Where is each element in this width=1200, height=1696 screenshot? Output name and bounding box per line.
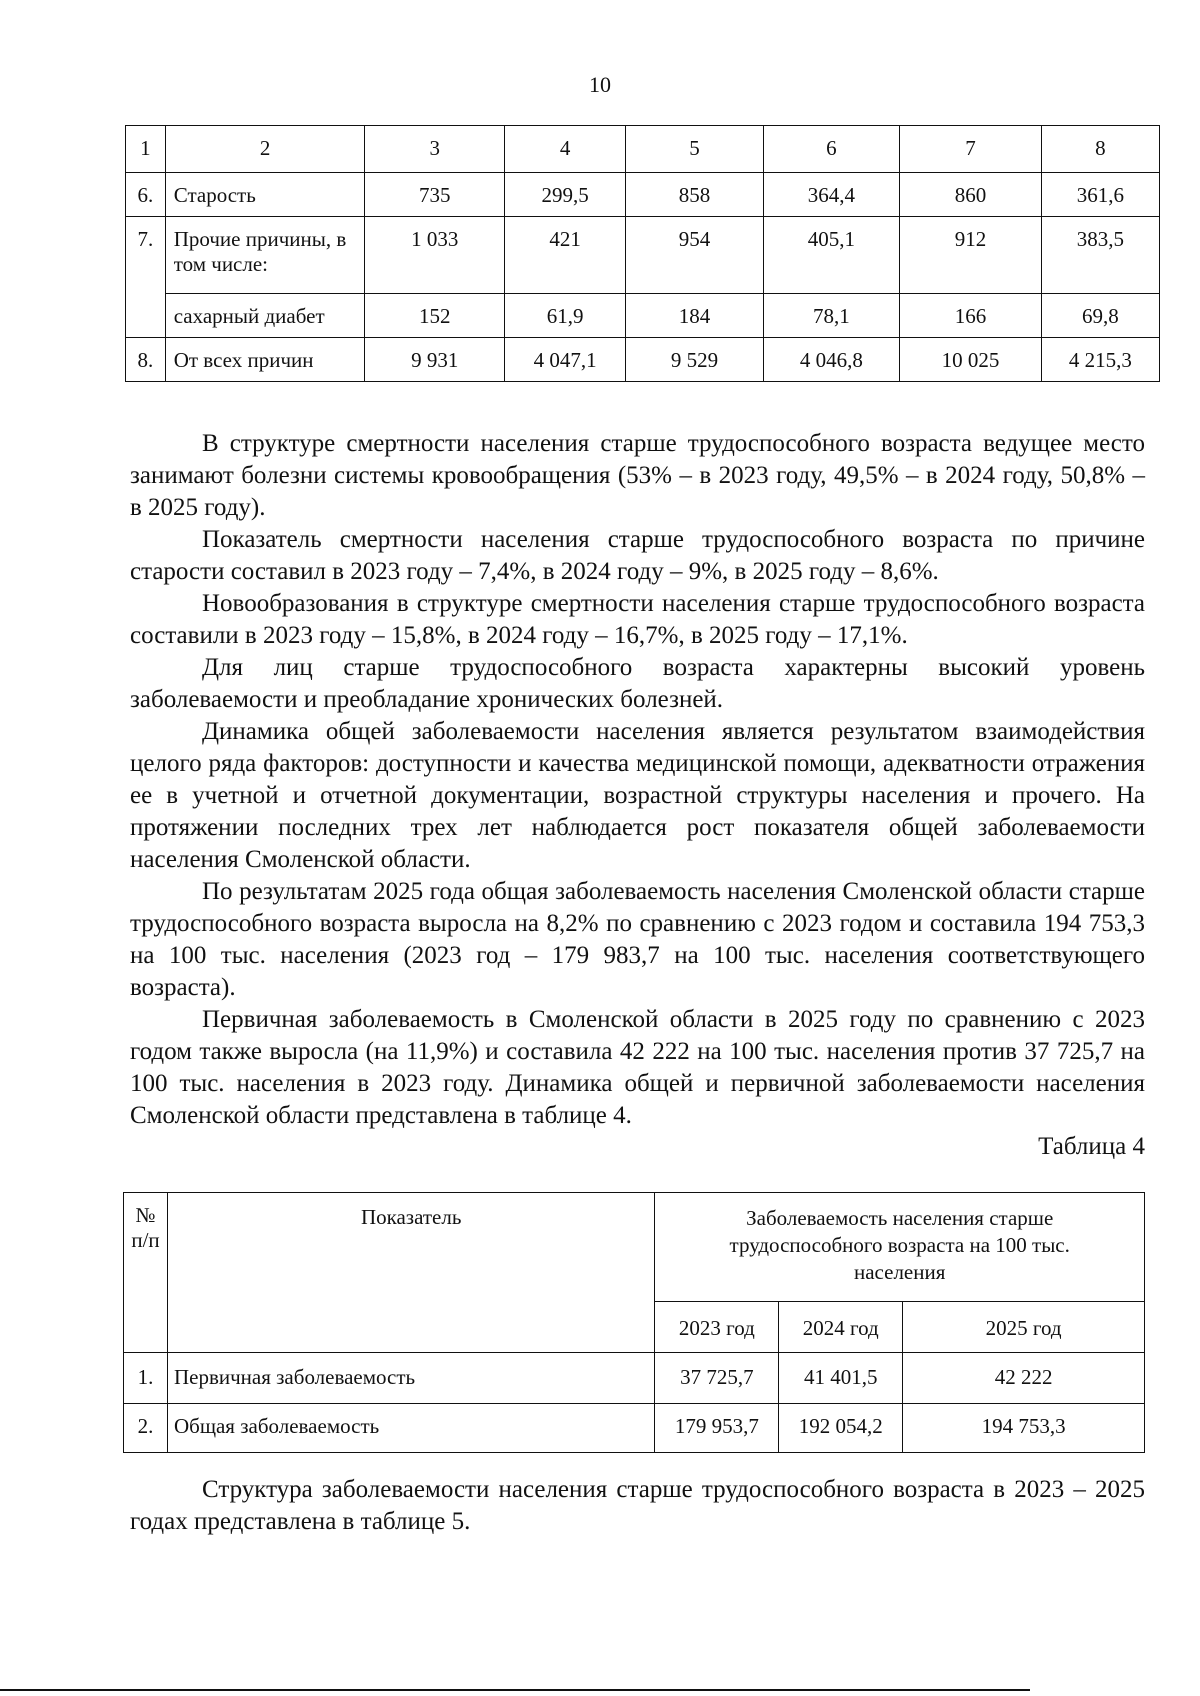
header-cell: 6 [763,126,899,173]
mortality-table [125,125,1160,382]
paragraph: Структура заболеваемости населения старше трудоспособного возраста в 2023 – 2025 годах представлена в таблице 5. [130,1476,1145,1535]
header-cell: 7 [900,126,1042,173]
row-name: сахарный диабет [165,294,365,338]
cell: 10 025 [900,338,1042,382]
paragraph: По результатам 2025 года общая заболеваемость населения Смоленской области старше трудоспособного возраста выросла на 8,2% по сравнению с 2023 годом и составила 194 753,3 на 100 тыс. населения (2023 год – 179 983,7 на 100 тыс. населения соответствующего возраста). [130,878,1145,1001]
year-header: 2024 год [779,1302,903,1353]
paragraph: Новообразования в структуре смертности населения старше трудоспособного возраста составили в 2023 году – 15,8%, в 2024 году – 16,7%, в 2025 году – 17,1%. [130,590,1145,649]
cell: 912 [900,217,1042,294]
cell: 299,5 [505,173,626,217]
row-number: 8. [126,338,166,382]
table-row [126,173,1160,217]
cell: 9 529 [626,338,763,382]
page-number: 10 [589,72,611,97]
cell: 37 725,7 [655,1353,779,1404]
footer-rule [0,1689,1030,1691]
cell: 184 [626,294,763,338]
table-caption: Таблица 4 [1038,1133,1145,1160]
cell: 858 [626,173,763,217]
cell: 383,5 [1041,217,1159,294]
cell: 78,1 [763,294,899,338]
cell: 69,8 [1041,294,1159,338]
cell: 364,4 [763,173,899,217]
header-cell-group: Заболеваемость населения старше трудоспособного возраста на 100 тыс. населения [655,1193,1145,1302]
cell: 192 054,2 [779,1404,903,1453]
row-name: Общая заболеваемость [167,1404,654,1453]
header-cell: 1 [126,126,166,173]
cell: 405,1 [763,217,899,294]
paragraph: Для лиц старше трудоспособного возраста характерны высокий уровень заболеваемости и преобладание хронических болезней. [130,654,1145,713]
cell: 41 401,5 [779,1353,903,1404]
cell: 152 [365,294,505,338]
table-row [126,338,1160,382]
row-name: От всех причин [165,338,365,382]
body-text [130,428,1145,1132]
paragraph: Первичная заболеваемость в Смоленской области в 2025 году по сравнению с 2023 годом также выросла (на 11,9%) и составила 42 222 на 100 тыс. населения против 37 725,7 на 100 тыс. населения в 2023 году. Динамика общей и первичной заболеваемости населения Смоленской области представлена в таблице 4. [130,1006,1145,1129]
year-header: 2025 год [903,1302,1145,1353]
header-cell: 5 [626,126,763,173]
row-name: Прочие причины, в том числе: [165,217,365,294]
row-number: 2. [124,1404,168,1453]
header-cell: 8 [1041,126,1159,173]
cell: 9 931 [365,338,505,382]
table-row [126,294,1160,338]
row-name: Старость [165,173,365,217]
cell: 4 215,3 [1041,338,1159,382]
header-cell-number: № п/п [124,1193,168,1353]
cell: 179 953,7 [655,1404,779,1453]
header-cell: 4 [505,126,626,173]
cell: 4 047,1 [505,338,626,382]
cell: 421 [505,217,626,294]
table-row [124,1404,1145,1453]
cell: 361,6 [1041,173,1159,217]
row-name: Первичная заболеваемость [167,1353,654,1404]
cell: 194 753,3 [903,1404,1145,1453]
row-number: 1. [124,1353,168,1404]
cell: 1 033 [365,217,505,294]
table-header-row [124,1193,1145,1302]
morbidity-table [123,1192,1145,1453]
paragraph: В структуре смертности населения старше трудоспособного возраста ведущее место занимают болезни системы кровообращения (53% – в 2023 году, 49,5% – в 2024 году, 50,8% – в 2025 году). [130,430,1145,521]
cell: 954 [626,217,763,294]
cell: 42 222 [903,1353,1145,1404]
header-cell: 3 [365,126,505,173]
cell: 166 [900,294,1042,338]
table-header-row [126,126,1160,173]
row-number: 6. [126,173,166,217]
paragraph: Динамика общей заболеваемости населения является результатом взаимодействия целого ряда факторов: доступности и качества медицинской помощи, адекватности отражения ее в учетной и отчетной документации, возрастной структуры населения и прочего. На протяжении последних трех лет наблюдается рост показателя общей заболеваемости населения Смоленской области. [130,718,1145,873]
cell: 4 046,8 [763,338,899,382]
paragraph: Показатель смертности населения старше трудоспособного возраста по причине старости составил в 2023 году – 7,4%, в 2024 году – 9%, в 2025 году – 8,6%. [130,526,1145,585]
table-row [124,1353,1145,1404]
cell: 61,9 [505,294,626,338]
cell: 735 [365,173,505,217]
table-row [126,217,1160,294]
header-cell-indicator: Показатель [167,1193,654,1353]
row-number: 7. [126,217,166,338]
header-cell: 2 [165,126,365,173]
year-header: 2023 год [655,1302,779,1353]
cell: 860 [900,173,1042,217]
closing-text [130,1474,1145,1538]
